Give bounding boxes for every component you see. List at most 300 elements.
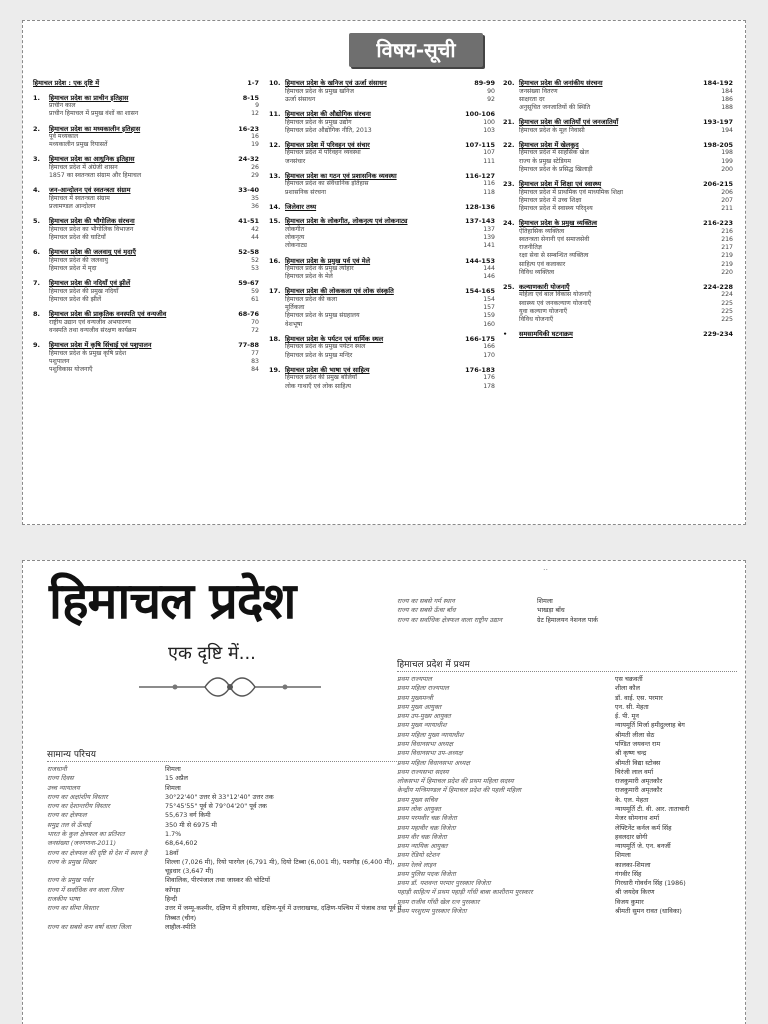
toc-subtopic — [269, 343, 495, 351]
toc-chapter — [33, 248, 259, 273]
first-fact-label: प्रथम मुख्य सचिव — [397, 795, 438, 804]
toc-subtopic — [503, 205, 733, 213]
first-fact-label: प्रथम न्यायिक आयुक्त — [397, 842, 448, 851]
toc-column-2 — [269, 79, 495, 397]
first-fact-row — [397, 870, 737, 879]
subtopic-page: 118 — [483, 188, 495, 196]
basic-fact-row — [47, 886, 403, 895]
first-fact-label: प्रथम महिला विधानसभा अध्यक्ष — [397, 758, 470, 767]
subtopic-page: 207 — [721, 196, 733, 204]
first-fact-row — [397, 833, 737, 842]
subtopic-page: 84 — [251, 366, 259, 374]
toc-chapter — [33, 310, 259, 335]
first-fact-row — [397, 749, 737, 758]
subtopic-page: 154 — [483, 296, 495, 304]
toc-chapter-row — [33, 186, 259, 195]
first-fact-label: प्रथम राज्यसभा सदस्य — [397, 767, 449, 776]
subtopic-page: 220 — [721, 268, 733, 276]
first-fact-label: केन्द्रीय मन्त्रिमण्डल में हिमाचल प्रदेश की पहली महिला — [397, 786, 522, 795]
subtopic-title: हिमाचल प्रदेश के प्रमुख पर्यटन स्थल — [285, 343, 366, 351]
subtopic-page: 52 — [251, 256, 259, 264]
toc-subtopic — [33, 257, 259, 265]
first-fact-row — [397, 824, 737, 833]
chapter-title: हिमाचल प्रदेश की भौगोलिक संरचना — [49, 217, 135, 226]
basic-fact-row — [47, 784, 403, 793]
toc-chapter — [503, 219, 733, 277]
basic-heading: सामान्य परिचय — [47, 747, 403, 762]
basic-fact-value: 18वाँ — [165, 848, 179, 857]
subtopic-page: 178 — [483, 382, 495, 390]
first-fact-row — [397, 851, 737, 860]
toc-chapter — [269, 335, 495, 360]
subtopic-title: हिमाचल प्रदेश में साहसिक खेल — [519, 149, 589, 157]
basic-fact-value: शिवालिक, पीरपंजाल तथा जास्कर की चोटियाँ — [165, 876, 270, 885]
subtopic-title: वनस्पति तथा वन्यजीव संरक्षण कार्यक्रम — [49, 327, 137, 335]
first-fact-row — [397, 861, 737, 870]
toc-subtopic — [269, 273, 495, 281]
toc-chapter — [33, 79, 259, 88]
subtopic-page: 141 — [483, 242, 495, 250]
first-fact-value: गिरधारी गोवर्धन सिंह (1986) — [615, 879, 686, 888]
basic-fact-value: 350 मी से 6975 मी — [165, 820, 217, 829]
toc-chapter-row — [33, 217, 259, 226]
toc-chapter — [269, 366, 495, 391]
first-fact-value: पण्डित जयवन्त राम — [615, 739, 661, 748]
chapter-page-range: 198-205 — [703, 140, 733, 149]
toc-subtopic — [503, 149, 733, 157]
first-fact-value: चिरंजी लाल वर्मा — [615, 767, 654, 776]
top-fact-row — [397, 606, 737, 615]
info-page — [22, 560, 746, 1024]
subtopic-title: लोक गाथाएँ एवं लोक साहित्य — [285, 382, 351, 390]
basic-fact-label: जनसंख्या (जनगणना-2011) — [47, 839, 117, 848]
basic-fact-value: 30°22'40" उत्तर से 33°12'40" उत्तर तक — [165, 792, 274, 801]
toc-chapter — [269, 287, 495, 328]
chapter-number: 1. — [33, 93, 40, 102]
subtopic-page: 59 — [251, 287, 259, 295]
first-fact-row — [397, 731, 737, 740]
subtopic-page: 211 — [721, 205, 733, 212]
chapter-number: 18. — [269, 334, 281, 343]
subtopic-title: लोकनृत्य — [285, 234, 305, 242]
toc-chapter-row — [503, 79, 733, 88]
toc-chapter — [33, 186, 259, 211]
basic-fact-row — [47, 923, 403, 932]
subtopic-page: 170 — [483, 351, 495, 359]
basic-fact-label: राज्य दिवस — [47, 774, 74, 783]
subtopic-page: 44 — [251, 234, 259, 242]
page-title: हिमाचल प्रदेश — [49, 571, 296, 630]
first-fact-value: श्रीमती लीला सेठ — [615, 730, 655, 739]
subtopic-page: 35 — [251, 195, 259, 203]
subtopic-title: हिमाचल में स्वतन्त्रता संग्राम — [49, 195, 110, 203]
first-fact-label: प्रथम मुख्यमन्त्री — [397, 693, 433, 702]
first-fact-row — [397, 879, 737, 888]
first-fact-value: एन. सी. मेहता — [615, 702, 649, 711]
first-fact-value: मेजर सोमनाथ शर्मा — [615, 814, 660, 823]
top-facts — [397, 597, 737, 625]
subtopic-page: 216 — [721, 227, 733, 235]
chapter-title: हिमाचल प्रदेश की जनांकीय संरचना — [519, 79, 603, 87]
subtopic-page: 61 — [251, 296, 259, 304]
toc-subtopic — [503, 316, 733, 324]
subtopic-page: 194 — [721, 126, 733, 134]
chapter-page-range: 1-7 — [247, 79, 259, 87]
toc-subtopic — [503, 88, 733, 96]
top-fact-label: राज्य का सबसे ऊँचा बाँध — [397, 606, 456, 615]
subtopic-page: 217 — [721, 244, 733, 252]
chapter-page-range: 89-99 — [474, 79, 495, 87]
first-fact-value: न्यायमूर्ति मिर्जा हमीदुल्लाह बेग — [615, 721, 685, 730]
toc-title: विषय-सूची — [349, 33, 483, 67]
chapter-title: समसामयिकी घटनाक्रम — [519, 330, 573, 339]
firsts-section — [397, 657, 737, 916]
chapter-page-range: 144-153 — [465, 256, 495, 265]
first-fact-value: श्रीमती सुमन रावत (धाविका) — [615, 907, 682, 916]
first-fact-label: प्रथम विधानसभा उप-अध्यक्ष — [397, 749, 463, 758]
toc-subtopic — [503, 104, 733, 112]
ornament-divider-icon — [135, 673, 325, 701]
toc-subtopic — [503, 236, 733, 244]
toc-subtopic — [503, 291, 733, 299]
chapter-title: हिमाचल प्रदेश की जलवायु एवं मृदाएँ — [49, 248, 136, 257]
chapter-page-range: 8-15 — [242, 93, 259, 102]
basic-fact-value: 55,673 वर्ग किमी — [165, 811, 211, 820]
toc-subtopic — [503, 189, 733, 197]
toc-chapter-row — [33, 248, 259, 257]
basic-fact-label: राजधानी — [47, 765, 67, 773]
chapter-page-range: 128-136 — [465, 202, 495, 211]
toc-column-1 — [33, 79, 259, 380]
first-fact-value: एस चक्रवर्ती — [615, 675, 643, 683]
toc-subtopic — [269, 312, 495, 320]
toc-subtopic — [33, 141, 259, 149]
chapter-page-range: 107-115 — [465, 140, 495, 149]
chapter-number: 10. — [269, 79, 281, 87]
subtopic-page: 72 — [251, 327, 259, 335]
chapter-page-range: 116-127 — [465, 171, 495, 180]
chapter-page-range: 229-234 — [703, 330, 733, 339]
toc-chapter-row — [33, 279, 259, 288]
subtopic-page: 90 — [487, 87, 495, 95]
basic-fact-label: राज्य के प्रमुख पर्वत — [47, 876, 94, 885]
basic-fact-label: राज्य में सर्वाधिक वन वाला जिला — [47, 885, 124, 894]
toc-chapter — [503, 118, 733, 135]
first-fact-value: शिमला — [615, 851, 631, 860]
first-fact-value: लेफ्टिनेंट कर्नल कर्म सिंह — [615, 823, 672, 832]
first-fact-value: न्यायमूर्ति जे. एन. बनर्जी — [615, 842, 671, 851]
first-fact-row — [397, 740, 737, 749]
chapter-title: हिमाचल प्रदेश : एक दृष्टि में — [33, 79, 100, 87]
chapter-number: 23. — [503, 180, 515, 189]
subtopic-title: हिमाचल प्रदेश की कला — [285, 296, 338, 304]
first-fact-value: ई. पी. मून — [615, 712, 639, 721]
toc-subtopic — [269, 321, 495, 329]
subtopic-page: 219 — [721, 252, 733, 260]
toc-subtopic — [503, 96, 733, 104]
chapter-page-range: 33-40 — [238, 186, 259, 195]
toc-subtopic — [33, 327, 259, 335]
subtopic-page: 146 — [483, 273, 495, 281]
chapter-number: • — [503, 330, 508, 339]
chapter-page-range: 184-192 — [703, 79, 733, 87]
toc-chapter-row — [503, 180, 733, 189]
subtopic-page: 188 — [721, 103, 733, 111]
first-fact-label: प्रथम महिला राज्यपाल — [397, 684, 449, 693]
chapter-title: हिमाचल प्रदेश की जातियाँ एवं जनजातियाँ — [519, 118, 619, 127]
basic-fact-row — [47, 849, 403, 858]
toc-subtopic — [269, 149, 495, 157]
subtopic-title: ऐतिहासिक व्यक्तित्व — [519, 227, 565, 235]
toc-subtopic — [503, 261, 733, 269]
first-fact-label: पहाड़ी साहित्य में प्रथम पहाड़ी गाँधी बाबा काशीराम पुरस्कार — [397, 888, 533, 897]
subtopic-title: हिमाचल प्रदेश में अंग्रेजी शासन — [49, 164, 118, 172]
toc-chapter-row — [33, 79, 259, 88]
subtopic-title: हिमाचल प्रदेश के प्रसिद्ध खिलाड़ी — [519, 165, 593, 173]
chapter-title: हिमाचल प्रदेश के लोकगीत, लोकनृत्य एवं लोकनाट्य — [285, 217, 408, 226]
subtopic-page: 224 — [721, 291, 733, 299]
subtopic-title: ऊर्जा संसाधन — [285, 95, 316, 103]
chapter-title: हिमाचल प्रदेश की नदियाँ एवं झीलें — [49, 279, 131, 288]
subtopic-title: राष्ट्रीय उद्यान एवं वन्यजीव अभयारण्य — [49, 318, 131, 326]
toc-subtopic — [269, 88, 495, 96]
basic-fact-value: 1.7% — [165, 829, 182, 838]
toc-chapter — [269, 217, 495, 250]
subtopic-page: 16 — [251, 133, 259, 141]
first-fact-value: शीला कौल — [615, 684, 640, 693]
toc-subtopic — [33, 366, 259, 374]
first-fact-value: राजकुमारी अमृतकौर — [615, 786, 663, 795]
basic-fact-row — [47, 802, 403, 811]
chapter-title: हिमाचल प्रदेश में कृषि सिंचाई एवं पशुपालन — [49, 341, 152, 350]
first-fact-value: विजय कुमार — [615, 897, 644, 906]
toc-subtopic — [269, 383, 495, 391]
subtopic-title: मध्यकालीन प्रमुख रियासतें — [49, 141, 108, 149]
subtopic-page: 144 — [483, 265, 495, 273]
toc-chapter — [33, 155, 259, 180]
subtopic-page: 176 — [483, 374, 495, 382]
first-fact-row — [397, 703, 737, 712]
toc-chapter-row — [269, 79, 495, 88]
chapter-title: हिमाचल प्रदेश की प्राकृतिक वनस्पति एवं वन्यजीव — [49, 310, 167, 319]
subtopic-title: अनुसूचित जनजातियों की स्थिति — [519, 103, 591, 111]
basic-fact-value: उत्तर में जम्मू-कश्मीर, दक्षिण में हरियाणा, दक्षिण-पूर्व में उत्तराखण्ड, दक्षिण-पश्चिम में पंजाब तथा पूर्व में तिब्बत (चीन) — [165, 904, 402, 922]
basic-fact-row — [47, 839, 403, 848]
toc-chapter-row — [503, 330, 733, 339]
subtopic-page: 200 — [721, 165, 733, 173]
chapter-page-range: 206-215 — [703, 180, 733, 189]
subtopic-page: 199 — [721, 157, 733, 165]
subtopic-title: पशुपालन — [49, 357, 70, 365]
toc-chapter-row — [33, 94, 259, 103]
chapter-title: हिमाचल प्रदेश में शिक्षा एवं स्वास्थ्य — [519, 180, 602, 189]
subtopic-title: प्राचीन हिमाचल में प्रमुख वंशों का शासन — [49, 110, 139, 118]
subtopic-title: राज्य के प्रमुख स्टेडियम — [519, 157, 571, 165]
subtopic-page: 166 — [483, 343, 495, 351]
first-fact-value: के. एल. मेहता — [615, 795, 649, 804]
subtopic-page: 186 — [721, 95, 733, 103]
first-fact-row — [397, 842, 737, 851]
first-fact-label: प्रथम उप-मुख्य आयुक्त — [397, 712, 451, 721]
subtopic-page: 159 — [483, 312, 495, 320]
basic-fact-row — [47, 821, 403, 830]
subtopic-title: हिमाचल प्रदेश की जलवायु — [49, 256, 109, 264]
subtopic-title: हिमाचल प्रदेश में परिवहन व्यवस्था — [285, 149, 361, 157]
toc-page — [22, 20, 746, 525]
subtopic-title: वेशभूषा — [285, 320, 303, 328]
basic-fact-label: राजकीय भाषा — [47, 894, 80, 903]
chapter-number: 17. — [269, 287, 281, 296]
subtopic-title: स्वतन्त्रता सेनानी एवं समाजसेवी — [519, 235, 590, 243]
chapter-number: 19. — [269, 365, 281, 374]
toc-chapter-row — [503, 118, 733, 127]
basic-intro-section — [47, 747, 403, 932]
subtopic-page: 219 — [721, 260, 733, 268]
chapter-number: 8. — [33, 310, 40, 319]
toc-subtopic — [33, 350, 259, 358]
subtopic-page: 198 — [721, 149, 733, 157]
subtopic-page: 83 — [251, 357, 259, 365]
first-fact-label: प्रथम राज्यपाल — [397, 675, 432, 683]
first-fact-value: कालका-शिमला — [615, 860, 651, 869]
first-fact-value: गंगवीर सिंह — [615, 869, 642, 878]
toc-subtopic — [503, 308, 733, 316]
basic-fact-value: 15 अप्रैल — [165, 774, 189, 783]
subtopic-title: हिमाचल प्रदेश में उच्च शिक्षा — [519, 196, 582, 204]
subtopic-page: 42 — [251, 225, 259, 233]
toc-subtopic — [503, 166, 733, 174]
subtopic-title: हिमाचल प्रदेश की झीलें — [49, 296, 102, 304]
subtopic-page: 26 — [251, 164, 259, 172]
first-fact-row — [397, 768, 737, 777]
basic-fact-value: लाहौल-स्पीति — [165, 922, 196, 931]
toc-chapter — [503, 180, 733, 213]
first-fact-value: श्री कृष्ण चन्द्र — [615, 749, 647, 758]
subtopic-page: 100 — [483, 118, 495, 126]
chapter-number: 21. — [503, 118, 515, 127]
subtopic-title: लोकगीत — [285, 225, 305, 233]
toc-chapter — [33, 341, 259, 374]
chapter-title: हिमाचल प्रदेश का प्राचीन इतिहास — [49, 93, 129, 102]
toc-chapter — [269, 257, 495, 282]
chapter-page-range: 166-175 — [465, 334, 495, 343]
basic-fact-row — [47, 904, 403, 923]
basic-fact-row — [47, 895, 403, 904]
first-fact-row — [397, 786, 737, 795]
subtopic-page: 116 — [483, 180, 495, 188]
toc-chapter-row — [269, 217, 495, 226]
basic-fact-label: भारत के कुल क्षेत्रफल का प्रतिशत — [47, 829, 125, 838]
toc-chapter — [269, 172, 495, 197]
toc-subtopic — [269, 374, 495, 382]
first-fact-row — [397, 759, 737, 768]
toc-chapter-row — [269, 203, 495, 212]
toc-chapter-row — [269, 110, 495, 119]
subtopic-title: युवा कल्याण योजनाएँ — [519, 307, 568, 315]
toc-subtopic — [503, 269, 733, 277]
subtopic-page: 12 — [251, 110, 259, 118]
basic-fact-label: राज्य का सीमा विस्तार — [47, 904, 99, 913]
top-fact-value: ग्रेट हिमालयन नेशनल पार्क — [537, 615, 598, 624]
first-fact-value: हवलदार छोगी — [615, 832, 648, 841]
chapter-title: हिमाचल प्रदेश का मध्यकालीन इतिहास — [49, 124, 141, 133]
first-fact-label: प्रथम परमवीर चक्र विजेता — [397, 814, 457, 823]
toc-subtopic — [503, 300, 733, 308]
top-fact-value: भाखड़ा बाँध — [537, 606, 565, 615]
first-fact-row — [397, 721, 737, 730]
subtopic-title: हिमाचल प्रदेश के प्रमुख कृषि प्रदेश — [49, 349, 127, 357]
toc-subtopic — [269, 189, 495, 197]
subtopic-title: पूर्व मध्यकाल — [49, 133, 79, 141]
subtopic-title: राजनीतिज्ञ — [519, 244, 542, 252]
first-fact-row — [397, 796, 737, 805]
chapter-page-range: 216-223 — [703, 219, 733, 228]
chapter-number: 15. — [269, 217, 281, 226]
toc-chapter — [269, 141, 495, 166]
toc-subtopic — [503, 127, 733, 135]
toc-chapter-row — [503, 219, 733, 228]
basic-fact-row — [47, 858, 403, 877]
subtopic-title: हिमाचल प्रदेश का भौगोलिक विभाजन — [49, 225, 134, 233]
basic-fact-label: समुद्र तल से ऊँचाई — [47, 820, 91, 829]
toc-column-3 — [503, 79, 733, 345]
basic-fact-value: शिमला — [165, 783, 181, 792]
chapter-number: 2. — [33, 124, 40, 133]
subtopic-page: 107 — [483, 149, 495, 157]
chapter-number: 14. — [269, 202, 281, 211]
basic-fact-row — [47, 811, 403, 820]
basic-fact-label: राज्य का देशान्तरीय विस्तार — [47, 802, 110, 811]
first-fact-label: प्रथम रेडियो स्टेशन — [397, 851, 440, 860]
subtopic-page: 53 — [251, 265, 259, 273]
chapter-number: 22. — [503, 140, 515, 149]
subtopic-page: 139 — [483, 234, 495, 242]
chapter-title: जिलेवार तथ्य — [285, 202, 317, 211]
chapter-number: 20. — [503, 79, 515, 87]
basic-fact-row — [47, 765, 403, 774]
top-fact-row — [397, 616, 737, 625]
basic-fact-label: राज्य का क्षेत्रफल की दृष्टि से देश में स्थान है — [47, 848, 148, 857]
chapter-number: 16. — [269, 256, 281, 265]
toc-chapter — [33, 217, 259, 242]
chapter-page-range: 193-197 — [703, 118, 733, 127]
subtopic-page: 77 — [251, 349, 259, 357]
subtopic-title: हिमाचल प्रदेश का संवैधानिक इतिहास — [285, 180, 369, 188]
toc-chapter — [269, 110, 495, 135]
first-fact-value: डॉ. वाई. एस. परमार — [615, 693, 663, 702]
subtopic-page: 111 — [483, 157, 495, 165]
toc-chapter — [33, 125, 259, 150]
basic-fact-row — [47, 876, 403, 885]
chapter-number: 7. — [33, 279, 40, 288]
chapter-page-range: 224-228 — [703, 282, 733, 291]
subtopic-title: साहित्य एवं कलाकार — [519, 260, 566, 268]
first-fact-label: प्रथम लोक आयुक्त — [397, 804, 441, 813]
first-fact-row — [397, 777, 737, 786]
toc-subtopic — [269, 127, 495, 135]
toc-subtopic — [503, 228, 733, 236]
toc-subtopic — [269, 119, 495, 127]
subtopic-title: हिमाचल प्रदेश में स्वास्थ्य परिदृश्य — [519, 205, 593, 212]
subtopic-title: प्रजामण्डल आन्दोलन — [49, 203, 96, 211]
subtopic-title: प्राचीन काल — [49, 102, 76, 110]
chapter-title: हिमाचल प्रदेश के प्रमुख व्यक्तित्व — [519, 219, 597, 228]
chapter-title: जन-आन्दोलन एवं स्वतन्त्रता संग्राम — [49, 186, 131, 195]
firsts-heading: हिमाचल प्रदेश में प्रथम — [397, 657, 737, 672]
subtopic-title: हिमाचल प्रदेश के प्रमुख संग्रहालय — [285, 312, 360, 320]
top-fact-label: राज्य का सबसे गर्म स्थान — [397, 597, 455, 605]
subtopic-title: प्रशासनिक संरचना — [285, 188, 326, 196]
